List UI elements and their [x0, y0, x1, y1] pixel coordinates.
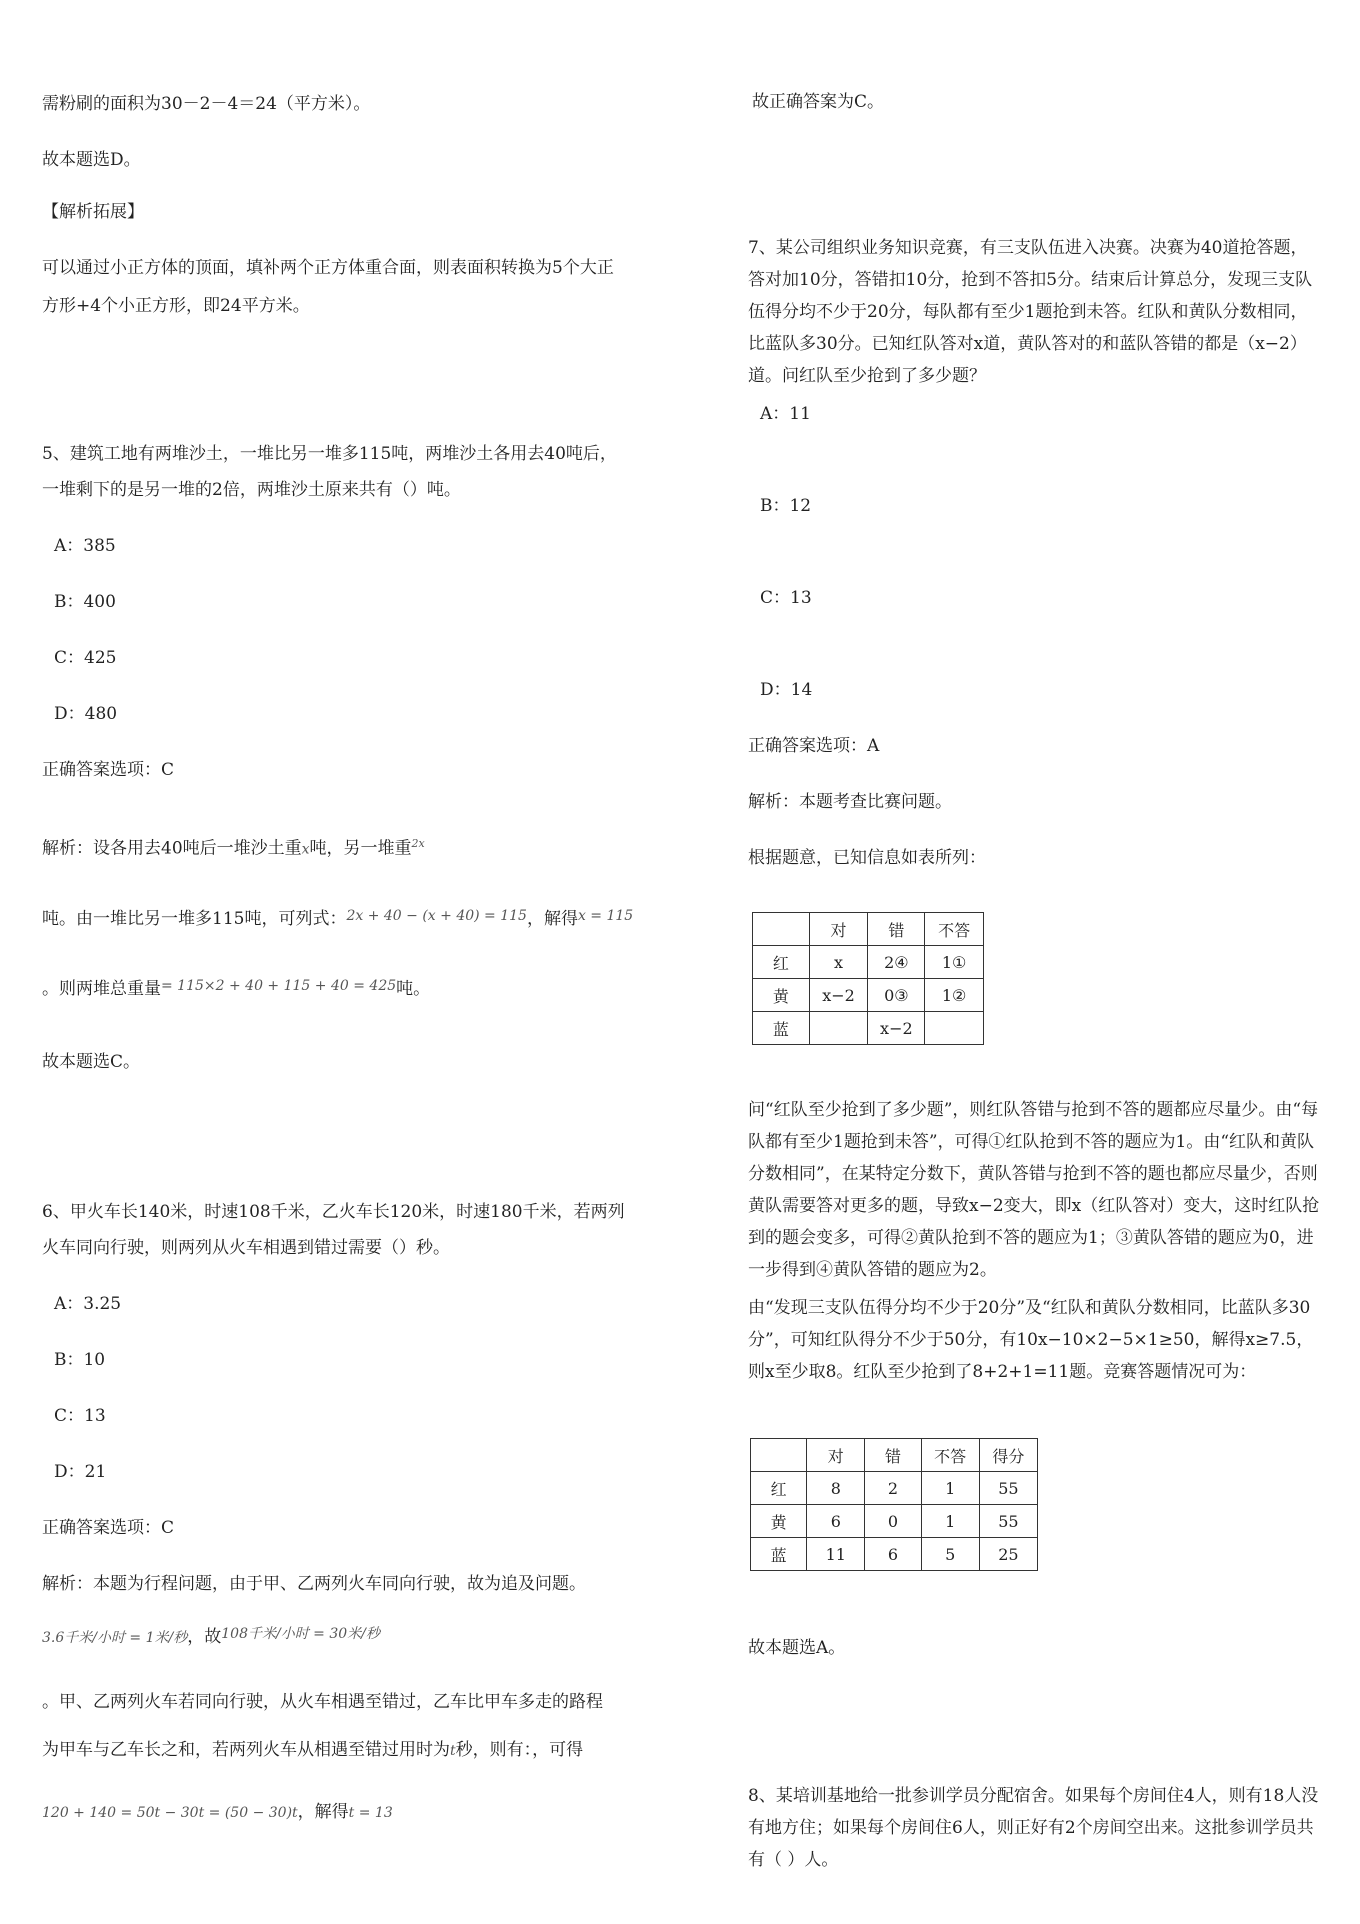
formula: = 115×2 + 40 + 115 + 40 = 425	[161, 978, 397, 994]
q7-explanation-line: 解析：本题考查比赛问题。	[748, 792, 952, 812]
table-cell: 红	[753, 946, 810, 979]
q6-explanation-line	[42, 1800, 393, 1825]
text: 秒，则有：，可得	[455, 1740, 584, 1760]
question-7-text: 7、某公司组织业务知识竞赛，有三支队伍进入决赛。决赛为40道抢答题，答对加10分，答错扣10分，抢到不答扣5分。结束后计算总分，发现三支队伍得分均不少于20分，每队都有至少1题抢到未答。红队和黄队分数相同，比蓝队多30分。已知红队答对x道，黄队答对的和蓝队答错的都是（x−2）道。问红队至少抢到了多少题？	[748, 238, 1313, 386]
table-cell: 错	[865, 1439, 921, 1472]
table-cell: 得分	[979, 1439, 1037, 1472]
table-cell: 2④	[868, 946, 925, 979]
table-cell: 红	[751, 1472, 807, 1505]
text-line: 方形+4个小正方形，即24平方米。	[42, 296, 310, 316]
q5-conclusion: 故本题选C。	[42, 1052, 141, 1072]
table-cell: 8	[807, 1472, 865, 1505]
q6-explanation-line: 。甲、乙两列火车若同向行驶，从火车相遇至错过，乙车比甲车多走的路程	[42, 1692, 603, 1712]
text-line: 故本题选D。	[42, 150, 141, 170]
q5-explanation-line	[42, 904, 633, 931]
q7-answer: 正确答案选项：A	[748, 736, 880, 756]
question-6-text: 火车同向行驶，则两列从火车相遇到错过需要（）秒。	[42, 1238, 450, 1258]
question-8-text: 8、某培训基地给一批参训学员分配宿舍。如果每个房间住4人，则有18人没有地方住；如果每个房间住6人，则正好有2个房间空出来。这批参训学员共有（ ）人。	[748, 1786, 1319, 1870]
q5-option-c: C：425	[54, 648, 117, 668]
table-cell	[925, 1012, 984, 1045]
table-row	[753, 1012, 984, 1045]
q7-option-d: D：14	[760, 680, 813, 700]
formula: t = 13	[348, 1805, 393, 1821]
table-cell: 55	[979, 1505, 1037, 1538]
q5-explanation-line	[42, 974, 430, 1001]
table-cell: 对	[809, 913, 868, 946]
formula: 2x	[411, 837, 425, 850]
table-cell: 25	[979, 1538, 1037, 1571]
table-header-row	[751, 1439, 1038, 1472]
q7-option-c: C：13	[760, 588, 812, 608]
table-cell: 黄	[753, 979, 810, 1012]
table-cell: 5	[921, 1538, 979, 1571]
table-row	[751, 1538, 1038, 1571]
table-cell: 1①	[925, 946, 984, 979]
table-row	[751, 1505, 1038, 1538]
table-cell: 不答	[921, 1439, 979, 1472]
text: 解析：设各用去40吨后一堆沙土重	[42, 838, 302, 859]
known-info-table	[752, 912, 984, 1045]
q7-option-b: B：12	[760, 496, 812, 516]
q7-analysis-paragraph: 由“发现三支队伍得分均不少于20分”及“红队和黄队分数相同，比蓝队多30分”，可知红队得分不少于50分，有10x−10×2−5×1≥50，解得x≥7.5，则x至少取8。红队至少抢到了8+2+1=11题。竞赛答题情况可为：	[748, 1298, 1314, 1382]
q7-option-a: A：11	[760, 404, 811, 424]
table-cell: 黄	[751, 1505, 807, 1538]
text: ，解得	[526, 909, 578, 929]
formula: x	[301, 841, 310, 858]
question-6-text: 6、甲火车长140米，时速108千米，乙火车长120米，时速180千米，若两列	[42, 1202, 625, 1222]
table-cell: 1	[921, 1505, 979, 1538]
q6-explanation-line	[42, 1622, 380, 1650]
table-cell	[753, 913, 810, 946]
q5-option-d: D：480	[54, 704, 118, 724]
q6-option-d: D：21	[54, 1462, 107, 1482]
table-cell: 0	[865, 1505, 921, 1538]
table-cell: x−2	[868, 1012, 925, 1045]
q6-explanation-line: 解析：本题为行程问题，由于甲、乙两列火车同向行驶，故为追及问题。	[42, 1574, 586, 1594]
q6-option-a: A：3.25	[54, 1294, 122, 1314]
q5-option-a: A：385	[54, 536, 116, 556]
table-cell: x	[809, 946, 868, 979]
text: 吨。	[396, 979, 431, 999]
table-cell: x−2	[809, 979, 868, 1012]
table-cell: 1②	[925, 979, 984, 1012]
table-cell	[751, 1439, 807, 1472]
q6-option-b: B：10	[54, 1350, 106, 1370]
table-header-row	[753, 913, 984, 946]
table-cell: 0③	[868, 979, 925, 1012]
table-cell: 蓝	[751, 1538, 807, 1571]
table-cell: 蓝	[753, 1012, 810, 1045]
text: 。则两堆总重量	[42, 979, 161, 999]
table-cell: 11	[807, 1538, 865, 1571]
formula: 108千米/小时 = 30米/秒	[221, 1626, 380, 1642]
formula: x = 115	[577, 908, 634, 924]
table-cell: 不答	[925, 913, 984, 946]
formula: t	[450, 1743, 456, 1759]
table-cell	[809, 1012, 868, 1045]
table-cell: 55	[979, 1472, 1037, 1505]
table-row	[753, 946, 984, 979]
table-cell: 对	[807, 1439, 865, 1472]
text-line: 需粉刷的面积为30－2－4＝24（平方米）。	[42, 94, 371, 114]
q6-explanation-line	[42, 1738, 583, 1763]
text: ，故	[187, 1627, 222, 1647]
table-row	[753, 979, 984, 1012]
text: 吨，另一堆重	[309, 838, 412, 859]
table-cell: 1	[921, 1472, 979, 1505]
q5-answer: 正确答案选项：C	[42, 760, 175, 780]
q7-explanation-line: 根据题意，已知信息如表所列：	[748, 848, 986, 868]
q7-analysis-paragraph: 问“红队至少抢到了多少题”，则红队答错与抢到不答的题都应尽量少。由“每队都有至少1题抢到未答”，可得①红队抢到不答的题应为1。由“红队和黄队分数相同”，在某特定分数下，黄队答错与抢到不答的题也都应尽量少，否则黄队需要答对更多的题，导致x−2变大，即x（红队答对）变大，这时红队抢到的题会变多，可得②黄队抢到不答的题应为1；③黄队答错的题应为0，进一步得到④黄队答错的题应为2。	[748, 1100, 1320, 1280]
q6-answer: 正确答案选项：C	[42, 1518, 175, 1538]
answer-table	[750, 1438, 1038, 1571]
text: 吨。由一堆比另一堆多115吨，可列式：	[42, 909, 347, 929]
q5-explanation-line	[42, 832, 425, 862]
q5-option-b: B：400	[54, 592, 116, 612]
table-cell: 6	[807, 1505, 865, 1538]
text: 为甲车与乙车长之和，若两列火车从相遇至错过用时为	[42, 1740, 450, 1760]
formula: 120 + 140 = 50t − 30t = (50 − 30)t	[42, 1805, 298, 1821]
table-cell: 2	[865, 1472, 921, 1505]
q7-conclusion: 故本题选A。	[748, 1638, 846, 1658]
text: ，解得	[297, 1802, 349, 1822]
table-cell: 错	[868, 913, 925, 946]
question-5-text: 一堆剩下的是另一堆的2倍，两堆沙土原来共有（）吨。	[42, 480, 461, 500]
text-line: 可以通过小正方体的顶面，填补两个正方体重合面，则表面积转换为5个大正	[42, 258, 614, 278]
formula: 2x + 40 − (x + 40) = 115	[346, 908, 527, 924]
table-row	[751, 1472, 1038, 1505]
q6-option-c: C：13	[54, 1406, 106, 1426]
formula: 3.6千米/小时 = 1米/秒	[42, 1630, 188, 1646]
table-cell: 6	[865, 1538, 921, 1571]
section-heading: 【解析拓展】	[42, 202, 144, 222]
text-line: 故正确答案为C。	[752, 92, 885, 112]
question-5-text: 5、建筑工地有两堆沙土，一堆比另一堆多115吨，两堆沙土各用去40吨后，	[42, 444, 617, 464]
